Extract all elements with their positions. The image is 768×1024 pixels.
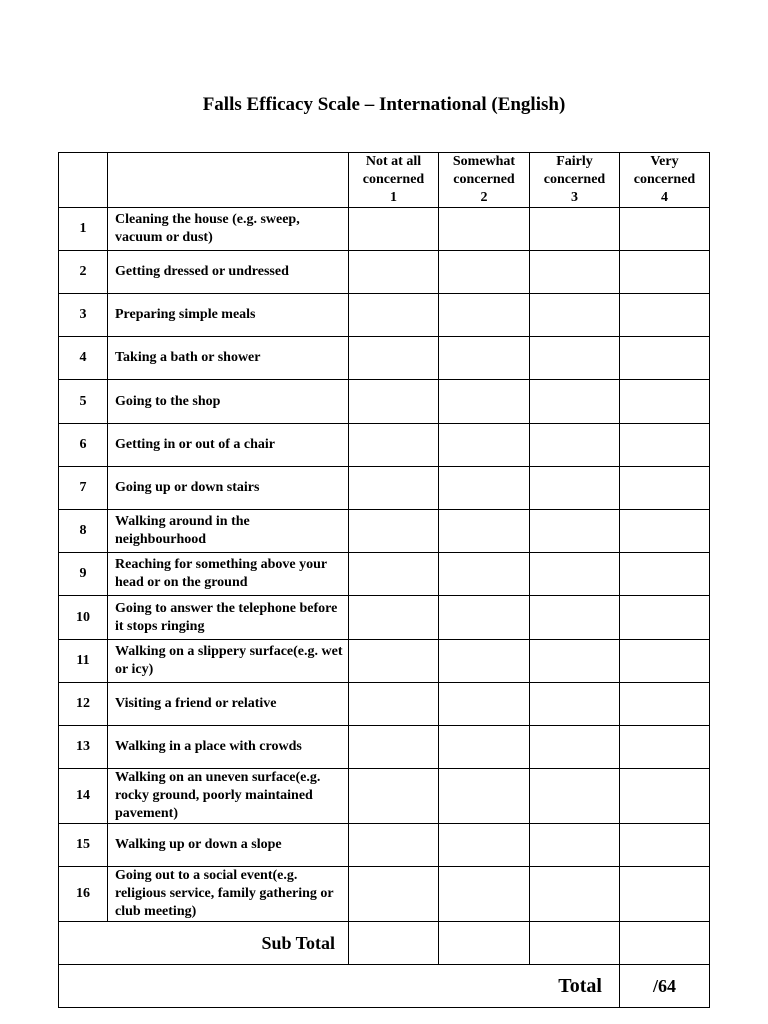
column-header-score: 4 [661,190,668,205]
response-cell-2[interactable] [439,769,530,824]
total-row [59,965,710,1008]
column-header-label: Very concerned [633,154,696,187]
subtotal-cell-3[interactable] [530,922,620,965]
item-activity: Getting dressed or undressed [108,251,349,294]
response-cell-1[interactable] [349,640,439,683]
table-row [59,294,710,337]
response-cell-3[interactable] [530,726,620,769]
response-cell-3[interactable] [530,824,620,867]
column-header-3 [530,153,620,208]
response-cell-3[interactable] [530,867,620,922]
response-cell-3[interactable] [530,380,620,424]
item-activity: Walking on a slippery surface(e.g. wet or icy) [108,640,349,683]
table-row [59,867,710,922]
table-row [59,553,710,596]
response-cell-3[interactable] [530,294,620,337]
response-cell-2[interactable] [439,294,530,337]
item-activity: Visiting a friend or relative [108,683,349,726]
subtotal-cell-1[interactable] [349,922,439,965]
response-cell-1[interactable] [349,294,439,337]
response-cell-4[interactable] [620,640,710,683]
response-cell-1[interactable] [349,337,439,380]
item-number: 7 [59,467,108,510]
item-number: 12 [59,683,108,726]
response-cell-3[interactable] [530,683,620,726]
page-title: Falls Efficacy Scale – International (English) [202,94,566,115]
response-cell-2[interactable] [439,467,530,510]
response-cell-1[interactable] [349,867,439,922]
response-cell-1[interactable] [349,467,439,510]
subtotal-cell-2[interactable] [439,922,530,965]
table-row [59,424,710,467]
item-number: 5 [59,380,108,424]
response-cell-2[interactable] [439,424,530,467]
table-row [59,337,710,380]
item-activity: Going to answer the telephone before it stops ringing [108,596,349,640]
response-cell-1[interactable] [349,824,439,867]
table-row [59,380,710,424]
total-score[interactable]: /64 [620,965,710,1008]
response-cell-2[interactable] [439,640,530,683]
response-cell-4[interactable] [620,251,710,294]
response-cell-4[interactable] [620,337,710,380]
response-cell-3[interactable] [530,467,620,510]
column-header-label: Not at all concerned [362,154,425,187]
table-row [59,510,710,553]
response-cell-3[interactable] [530,553,620,596]
response-cell-1[interactable] [349,208,439,251]
table-row [59,208,710,251]
column-header-1 [349,153,439,208]
item-activity: Walking around in the neighbourhood [108,510,349,553]
item-number: 2 [59,251,108,294]
column-header-label: Somewhat concerned [452,154,516,187]
response-cell-2[interactable] [439,824,530,867]
table-row [59,769,710,824]
column-header-2 [439,153,530,208]
response-cell-3[interactable] [530,337,620,380]
response-cell-2[interactable] [439,510,530,553]
item-number: 1 [59,208,108,251]
response-cell-4[interactable] [620,824,710,867]
item-activity: Getting in or out of a chair [108,424,349,467]
response-cell-3[interactable] [530,424,620,467]
response-cell-3[interactable] [530,251,620,294]
response-cell-2[interactable] [439,380,530,424]
response-cell-3[interactable] [530,769,620,824]
response-cell-3[interactable] [530,510,620,553]
response-cell-2[interactable] [439,553,530,596]
item-number: 14 [59,769,108,824]
header-empty-num [59,153,108,208]
response-cell-4[interactable] [620,294,710,337]
response-cell-1[interactable] [349,424,439,467]
table-row [59,726,710,769]
item-activity: Taking a bath or shower [108,337,349,380]
item-number: 9 [59,553,108,596]
response-cell-2[interactable] [439,596,530,640]
response-cell-1[interactable] [349,683,439,726]
response-cell-4[interactable] [620,596,710,640]
response-cell-2[interactable] [439,337,530,380]
response-cell-4[interactable] [620,769,710,824]
response-cell-4[interactable] [620,683,710,726]
item-number: 3 [59,294,108,337]
response-cell-4[interactable] [620,424,710,467]
response-cell-4[interactable] [620,467,710,510]
item-activity: Walking on an uneven surface(e.g. rocky ground, poorly maintained pavement) [108,769,349,824]
response-cell-4[interactable] [620,380,710,424]
response-cell-2[interactable] [439,251,530,294]
item-activity: Preparing simple meals [108,294,349,337]
item-number: 15 [59,824,108,867]
response-cell-3[interactable] [530,640,620,683]
total-label: Total [59,965,620,1008]
response-cell-3[interactable] [530,208,620,251]
response-cell-1[interactable] [349,380,439,424]
column-header-4 [620,153,710,208]
response-cell-4[interactable] [620,867,710,922]
response-cell-3[interactable] [530,596,620,640]
item-activity: Reaching for something above your head or on the ground [108,553,349,596]
response-cell-2[interactable] [439,867,530,922]
header-row [59,153,710,208]
subtotal-label: Sub Total [59,922,349,965]
subtotal-cell-4[interactable] [620,922,710,965]
table-row [59,824,710,867]
table-row [59,467,710,510]
item-activity: Cleaning the house (e.g. sweep, vacuum or dust) [108,208,349,251]
response-cell-2[interactable] [439,726,530,769]
header-empty-activity [108,153,349,208]
response-cell-2[interactable] [439,208,530,251]
item-number: 13 [59,726,108,769]
response-cell-1[interactable] [349,251,439,294]
response-cell-4[interactable] [620,510,710,553]
item-number: 6 [59,424,108,467]
response-cell-1[interactable] [349,726,439,769]
item-activity: Going to the shop [108,380,349,424]
response-cell-1[interactable] [349,553,439,596]
response-cell-4[interactable] [620,726,710,769]
response-cell-1[interactable] [349,510,439,553]
column-header-label: Fairly concerned [543,154,606,187]
item-number: 11 [59,640,108,683]
fes-table [58,152,710,1008]
item-number: 10 [59,596,108,640]
table-row [59,683,710,726]
column-header-score: 1 [390,190,397,205]
item-number: 16 [59,867,108,922]
table-row [59,640,710,683]
table-row [59,596,710,640]
item-number: 8 [59,510,108,553]
item-activity: Walking up or down a slope [108,824,349,867]
item-activity: Walking in a place with crowds [108,726,349,769]
response-cell-4[interactable] [620,208,710,251]
item-activity: Going out to a social event(e.g. religious service, family gathering or club meeting) [108,867,349,922]
subtotal-row [59,922,710,965]
item-number: 4 [59,337,108,380]
table-row [59,251,710,294]
column-header-score: 2 [480,190,488,205]
column-header-score: 3 [571,190,578,205]
item-activity: Going up or down stairs [108,467,349,510]
response-cell-4[interactable] [620,553,710,596]
response-cell-1[interactable] [349,596,439,640]
response-cell-1[interactable] [349,769,439,824]
response-cell-2[interactable] [439,683,530,726]
